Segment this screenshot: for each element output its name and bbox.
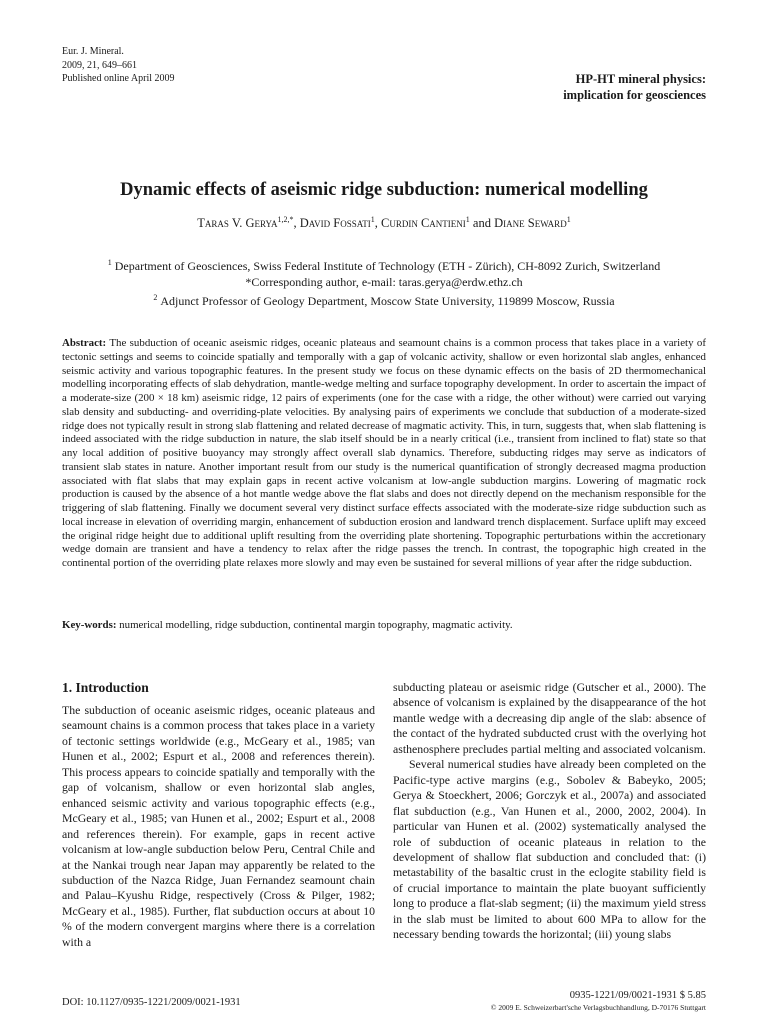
author-name: Curdin Cantieni [380, 216, 466, 230]
affiliation-text: Department of Geosciences, Swiss Federal Institute of Technology (ETH - Zürich), CH-8092 Zurich, Switzerland [114, 259, 661, 273]
publication-date: Published online April 2009 [62, 73, 175, 84]
left-column [62, 680, 375, 950]
section-heading: 1. Introduction [62, 680, 149, 695]
footer-publisher [491, 990, 706, 1014]
keywords [62, 618, 706, 632]
special-issue-tag [563, 72, 706, 103]
intro-paragraph-2: Several numerical studies have already been completed on the Pacific-type active margins (e.g., Sobolev & Babeyko, 2005; Gerya & Stoeckhert, 2006; Gorczyk et al., 2007a) and associated flat subduction (e.g., Van Hunen et al., 2000, 2002, 2004). In particular van Hunen et al. (2002) systematically analysed the role of subduction of oceanic plateaus in relation to the development of shallow flat subduction and concluded that: (i) metastability of the basaltic crust in the eclogite stability field is of crucial importance to maintain the plate buoyant sufficiently long to produce a flat-slab segment; (ii) the maximum yield stress in the slab must be limited to about 600 MPa to allow for the necessary bending towards the horizontal; (iii) young slabs [393, 757, 706, 942]
author-affiliation-mark: 1 [370, 215, 375, 224]
keywords-text: numerical modelling, ridge subduction, continental margin topography, magmatic activity. [116, 619, 513, 631]
intro-paragraph-1-continued: subducting plateau or aseismic ridge (Gutscher et al., 2000). The absence of volcanism is explained by the disappearance of the hot mantle wedge with a decreasing dip angle of the slab: absence of the contact of the hydrated subducted crust with the overlying hot asthenosphere precludes partial melting and associated volcanism. [393, 680, 706, 756]
affiliation-1 [0, 255, 768, 274]
affiliations [0, 255, 768, 309]
issn-price: 0935-1221/09/0021-1931 $ 5.85 [569, 990, 706, 1001]
journal-volume-pages: 2009, 21, 649–661 [62, 59, 137, 71]
author-affiliation-mark: 1,2,* [277, 215, 294, 224]
special-issue-line2: implication for geosciences [563, 87, 706, 102]
author-separator: , [374, 216, 381, 230]
author-affiliation-mark: 1 [566, 215, 571, 224]
abstract [62, 337, 706, 571]
abstract-label: Abstract: [62, 337, 107, 349]
keywords-label: Key-words: [62, 619, 117, 631]
right-column [393, 680, 706, 943]
author-list [0, 215, 768, 231]
abstract-text: The subduction of oceanic aseismic ridges, oceanic plateaus and seamount chains is a common process that takes place in a variety of tectonic settings and seems to coincide spatially and temporally with a gap of volcanic activity, shallow or even horizontal slab angles, enhanced seismic activity and various topographic features. In the present study we focus on these dynamic effects on the basis of 2D thermomechanical modelling incorporating effects of slab dehydration, mantle-wedge melting and surface topography development. In order to ascertain the impact of a moderate-size (200 × 18 km) aseismic ridge, 12 pairs of experiments (one for the case with a ridge, the other without) were carried out varying slab density and subducting- and overriding-plate velocities. By analysing pairs of experiments we conclude that subduction of a moderate-sized ridge does not typically result in strong slab flattening and related decrease of magmatic activity. This, in turn, suggests that, when slab flattening is indeed associated with the ridge subduction in nature, the slab itself should be in a nearly critical (i.e., transient from inclined to flat) state so that any local addition of positive buoyancy may strongly affect overall slab dynamics. Therefore, subducting ridges may serve as indicators of transient slab states in nature. Another important result from our study is the numerical quantification of strongly decreased magma production associated with flat slabs that may explain gaps in recent active volcanism at low-angle subduction margins. Lowering of magmatic rock production is caused by the absence of a hot mantle wedge above the flat slabs and does not directly depend on the mechanism responsible for the triggering of slab flattening. Finally we document several very distinct surface effects associated with the moderate-size ridge subduction such as local increase in elevation of overriding margin, enhancement of subduction erosion and landward trench displacement. Surface uplift may exceed the original ridge height due to additional uplift resulting from the overriding plate shortening. Topographic perturbations within the accretionary wedge domain are transient and have a tendency to relax after the ridge passes the trench. In contrast, the topographic high created in the continental portion of the overriding plate relaxes more slowly and may even be sustained for several millions of year after the ridge subduction. [62, 337, 706, 569]
author-name: David Fossati [299, 216, 371, 230]
author-name: Taras V. Gerya [197, 216, 278, 230]
author-separator: and [469, 216, 495, 230]
author-affiliation-mark: 1 [465, 215, 470, 224]
intro-paragraph-1: The subduction of oceanic aseismic ridges, oceanic plateaus and seamount chains is a common process that takes place in a variety of tectonic settings worldwide (e.g., McGeary et al., 1985; van Hunen et al., 2002; Espurt et al., 2008 and references therein). This process appears to coincide spatially and temporally with the gap of volcanism, shallow or even horizontal slab angles, enhanced seismic activity and various topographic effects (e.g., McGeary et al., 1985; van Hunen et al., 2002; Espurt et al., 2008 and references therein). For example, gaps in recent active volcanism at low-angle subduction below Peru, Central Chile and at the Nankai trough near Japan may apparently be related to the subduction of the Nazca Ridge, Juan Fernandez seamount chain and Palau–Kyushu Ridge, respectively (Cross & Pilger, 1982; McGeary et al., 1985). Further, flat subduction occurs at about 10 % of the modern convergent margins where there is a correlation with a [62, 703, 375, 949]
author-name: Diane Seward [494, 216, 567, 230]
doi: DOI: 10.1127/0935-1221/2009/0021-1931 [62, 997, 241, 1008]
paper-title: Dynamic effects of aseismic ridge subduction: numerical modelling [120, 180, 648, 200]
affiliation-number: 2 [153, 293, 158, 302]
journal-name: Eur. J. Mineral. [62, 46, 124, 57]
special-issue-line1: HP-HT mineral physics: [575, 72, 706, 86]
author-separator: , [293, 216, 300, 230]
journal-reference [62, 45, 175, 86]
affiliation-2 [0, 290, 768, 309]
affiliation-text: Adjunct Professor of Geology Department, Moscow State University, 119899 Moscow, Russia [160, 294, 615, 308]
affiliation-number: 1 [107, 258, 112, 267]
copyright: © 2009 E. Schweizerbart'sche Verlagsbuchhandlung, D-70176 Stuttgart [490, 1003, 706, 1012]
corresponding-author: *Corresponding author, e-mail: taras.gerya@erdw.ethz.ch [245, 275, 523, 289]
